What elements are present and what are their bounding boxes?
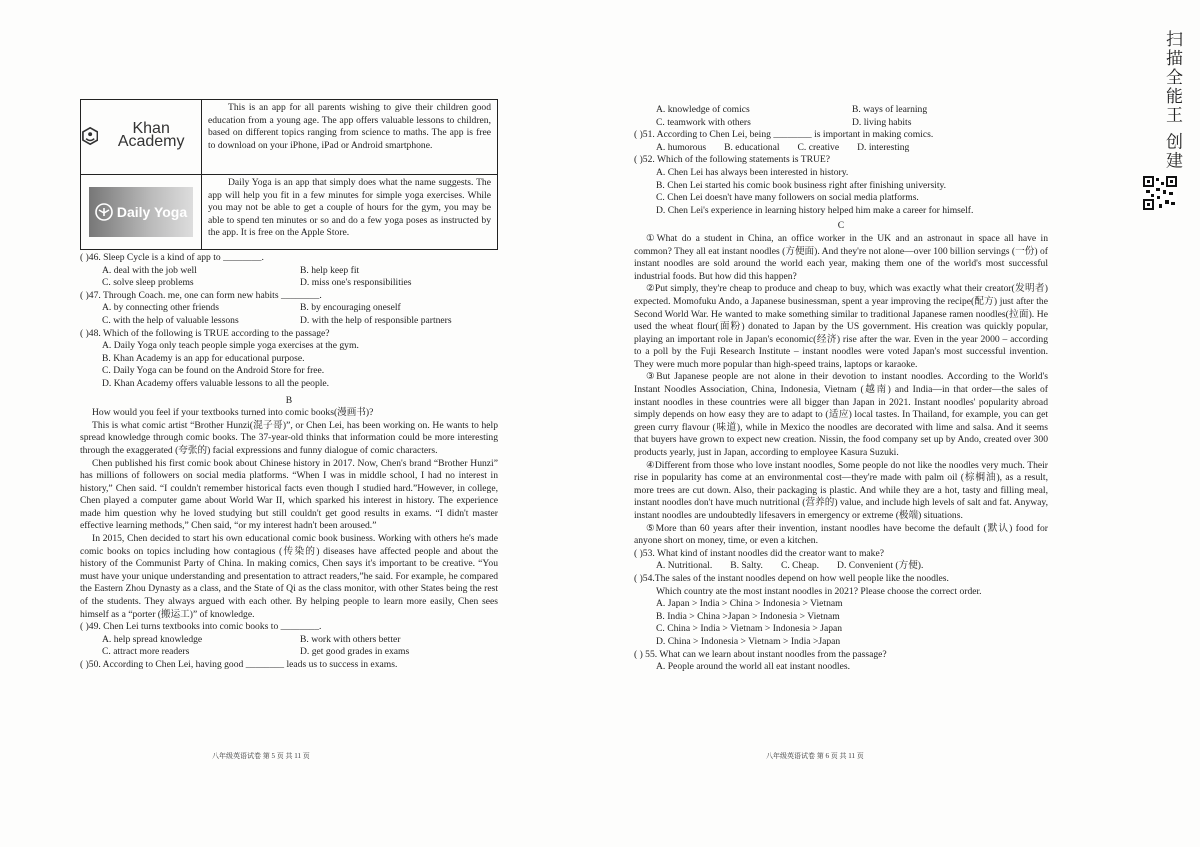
yoga-description: Daily Yoga is an app that simply does what the name suggests. The app will help you fit in a few minutes for simple yoga exercises. While you may not be able to get a couple of hours for the gym, you may be able to spend ten minutes or so and do a few yoga poses as instructed by the app. It is free on the Apple Store. [202, 175, 498, 250]
option: D. with the help of responsible partners [300, 314, 452, 326]
question-54-subquestion: Which country ate the most instant noodles in 2021? Please choose the correct order. [656, 585, 982, 597]
option: A. by connecting other friends [102, 302, 219, 314]
question-49-options [80, 634, 498, 659]
question-48-options [80, 340, 498, 390]
option: A. Japan > India > China > Indonesia > Vietnam [656, 598, 843, 610]
paragraph: ②Put simply, they're cheap to produce and cheap to buy, which was exactly what their creator(发明者) expected. Momofuku Ando, a Japanese businessman, spent a year improving the recipe(配方) just after the Second World War. He wanted to make something similar to traditional Japanese ramen noodles(拉面). He used the wheat flour(面粉) donated to Japan by the US government. His creation was quickly popular, playing an important role in Japan's economic(经济) rise after the war. Even in the year 2000 – according to a poll by the Fuji Research Institute – instant noodles were voted Japan's most successful invention. They were much more popular than high-speed trains, laptops or karaoke. [634, 283, 1048, 370]
option: C. with the help of valuable lessons [102, 314, 239, 326]
right-page-footer: 八年级英语试卷 第 6 页 共 11 页 [766, 752, 864, 760]
option: A. Nutritional. [656, 560, 713, 572]
option: D. miss one's responsibilities [300, 277, 412, 289]
option: D. China > Indonesia > Vietnam > India >Japan [656, 635, 841, 647]
question-48: ( )48. Which of the following is TRUE according to the passage? [80, 327, 330, 339]
question-51: ( )51. According to Chen Lei, being ________ is important in making comics. [634, 129, 934, 141]
option: C. teamwork with others [656, 116, 751, 128]
left-page-footer: 八年级英语试卷 第 5 页 共 11 页 [212, 752, 310, 760]
question-52-options [634, 167, 1048, 217]
option: D. Khan Academy offers valuable lessons to all the people. [102, 377, 330, 389]
question-52: ( )52. Which of the following statements is TRUE? [634, 154, 831, 166]
apps-table [80, 99, 498, 250]
section-b-title: How would you feel if your textbooks turned into comic books(漫画书)? [92, 407, 374, 419]
paragraph: In 2015, Chen decided to start his own educational comic book business. Working with others he's made comic books on topics including how contagious (传染的) diseases have affected people and about the history of the Communist Party of China. In making comics, Chen says it's important to be creative. “You must have your unique understanding and presentation to attract readers,”he said. For example, he compared the Eastern Zhou Dynasty as a class, and the State of Qi as the class monitor, with other States being the rest of the students. They always argued with each other. By helping people to learn more easily, Chen sees himself as a “porter (搬运工)” of knowledge. [80, 533, 498, 620]
khan-hexagon-icon [82, 126, 98, 146]
option: D. living habits [852, 116, 912, 128]
option: A. People around the world all eat instant noodles. [656, 661, 850, 673]
option: C. Chen Lei doesn't have many followers on social media platforms. [656, 192, 919, 204]
question-53: ( )53. What kind of instant noodles did the creator want to make? [634, 547, 884, 559]
option: B. Khan Academy is an app for educational purpose. [102, 352, 305, 364]
option: B. ways of learning [852, 104, 928, 115]
option: D. Chen Lei's experience in learning history helped him make a career for himself. [656, 204, 974, 216]
question-47-options [80, 302, 498, 327]
option: A. knowledge of comics [656, 104, 750, 115]
khan-academy-logo [81, 100, 202, 175]
right-page [634, 104, 1048, 674]
yoga-figure-icon [95, 203, 113, 221]
option: C. Daily Yoga can be found on the Android Store for free. [102, 365, 325, 377]
yoga-logo-text: Daily Yoga [116, 203, 188, 220]
daily-yoga-logo [81, 175, 202, 250]
app-row-yoga [81, 175, 498, 250]
option: A. deal with the job well [102, 264, 197, 276]
scanner-watermark: 扫描全能王 创建 [1162, 30, 1182, 171]
khan-logo-text: Khan Academy [117, 120, 185, 150]
option: A. Chen Lei has always been interested in history. [656, 166, 849, 178]
option: B. Salty. [730, 560, 763, 572]
option: B. Chen Lei started his comic book business right after finishing university. [656, 179, 947, 191]
question-46: ( )46. Sleep Cycle is a kind of app to ________. [80, 252, 264, 263]
option: A. help spread knowledge [102, 633, 203, 645]
paragraph: ④Different from those who love instant noodles, Some people do not like the noodles very much. Their rise in popularity has come at an environmental cost—they're made with palm oil (棕榈油), as a result, more trees are cut down. Also, their packaging is plastic. And while they are a hot, tasty and filling meal, instant noodles don't have much nutritional (营养的) value, and include high levels of salt and fat. Anyway, instant noodles are undoubtedly lifesavers in emergency or extreme (极端) situations. [634, 459, 1048, 521]
question-50: ( )50. According to Chen Lei, having good ________ leads us to success in exams. [80, 659, 398, 670]
option: B. by encouraging oneself [300, 302, 401, 314]
paragraph: ⑤More than 60 years after their invention, instant noodles have become the default (默认) food for anyone short on money, time, or even a kitchen. [634, 522, 1048, 547]
paragraph: Chen published his first comic book about Chinese history in 2017. Now, Chen's brand “Brother Hunzi” has millions of followers on social media platforms. “When I was in middle school, I had no interest in history,” Chen said. “I couldn't remember historical facts even though I studied hard.”However, in college, Chen played a computer game about World War II, which sparked his interest in history. The experience made him question why he loved studying but still couldn't get good results in exams. “I didn't master effective learning methods,” Chen said, “or my interest hadn't been aroused.” [80, 457, 498, 532]
qr-code-icon [1143, 176, 1177, 210]
question-54: ( )54.The sales of the instant noodles depend on how well people like the noodles. [634, 572, 949, 584]
khan-description: This is an app for all parents wishing to give their children good education from a young age. The app offers valuable lessons to children, based on different topics ranging from science to maths. The app is free to download on your iPhone, iPad or Android smartphone. [202, 100, 498, 175]
option: B. work with others better [300, 633, 401, 645]
left-page [80, 99, 498, 672]
option: A. humorous [656, 141, 707, 153]
option: D. Convenient (方便). [837, 560, 924, 572]
option: C. attract more readers [102, 646, 190, 658]
question-50-options [634, 104, 1048, 129]
option: C. China > India > Vietnam > Indonesia > Japan [656, 623, 843, 635]
paragraph: This is what comic artist “Brother Hunzi(混子哥)”, or Chen Lei, has been working on. He wants to help spread knowledge through comic books. The 37-year-old thinks that information could be more interesting through the exaggerated (夸张的) facial expressions and funny dialogue of comic characters. [80, 419, 498, 456]
option: C. Cheap. [780, 560, 820, 572]
option: C. solve sleep problems [102, 277, 194, 289]
question-49: ( )49. Chen Lei turns textbooks into comic books to ________. [80, 621, 322, 633]
option: D. interesting [857, 141, 910, 153]
question-55: ( ) 55. What can we learn about instant noodles from the passage? [634, 648, 887, 660]
option: A. Daily Yoga only teach people simple yoga exercises at the gym. [102, 340, 359, 352]
paragraph: ①What do a student in China, an office worker in the UK and an astronaut in space all have in common? They all eat instant noodles (方便面). And they're not alone—over 100 billion servings (一份) of instant noodles are sold around the world each year, making them one of the world's most successful industrial foods. But how did this happen? [634, 232, 1048, 282]
paragraph: ③But Japanese people are not alone in their devotion to instant noodles. According to the World's Instant Noodles Association, China, Indonesia, Vietnam (越南) and India—in that order—the sales of instant noodles in these countries were all bigger than Japan in 2021. Instant noodles' popularity abroad simply depends on how easy they are to adapt to (适应) local tastes. In Thailand, for example, you can get green curry flavour (味道), while in Mexico the noodles are decorated with lime and salsa. And it seems that buyers have grown to expect new creation. Nissin, the food company set up by Ando, created over 300 products yearly, just in Japan, according to employee Kasura Suzuki. [634, 371, 1048, 459]
question-53-options [634, 560, 1048, 573]
option: B. help keep fit [300, 264, 360, 276]
question-55-options [634, 661, 1048, 674]
question-47: ( )47. Through Coach. me, one can form new habits ________. [80, 289, 322, 301]
option: B. India > China >Japan > Indonesia > Vietnam [656, 610, 840, 622]
section-b-heading: B [285, 394, 293, 406]
option: D. get good grades in exams [300, 646, 410, 658]
option: C. creative [797, 141, 840, 153]
question-46-options [80, 265, 498, 290]
app-row-khan [81, 100, 498, 175]
section-c-heading: C [837, 220, 845, 232]
question-51-options [634, 142, 1048, 155]
option: B. educational [724, 141, 780, 153]
question-54-options [634, 598, 1048, 648]
